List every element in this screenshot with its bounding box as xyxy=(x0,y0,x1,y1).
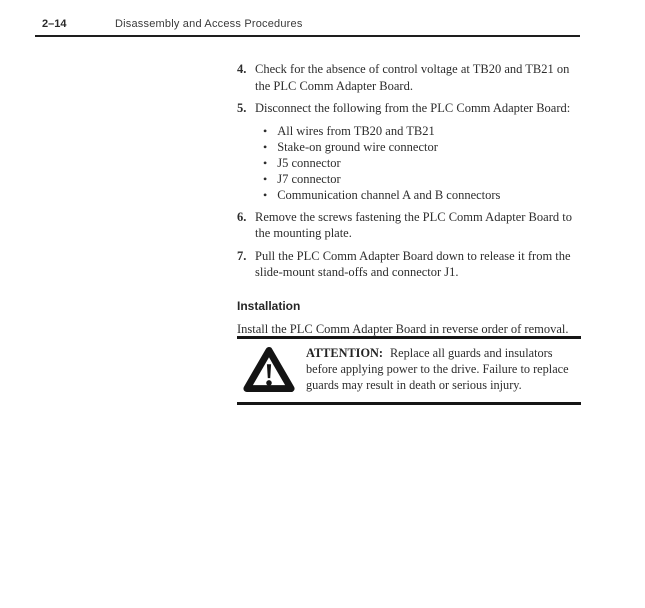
page-number: 2–14 xyxy=(42,18,67,30)
chapter-title: Disassembly and Access Procedures xyxy=(115,18,303,30)
step-item-6 xyxy=(237,209,583,242)
step-text: Check for the absence of control voltage at TB20 and TB21 on the PLC Comm Adapter Board. xyxy=(255,62,570,93)
attention-label: ATTENTION: xyxy=(306,346,383,360)
installation-body: Install the PLC Comm Adapter Board in reverse order of removal. xyxy=(237,322,569,337)
attention-text xyxy=(306,346,579,393)
attention-box xyxy=(237,336,581,405)
installation-heading: Installation xyxy=(237,298,301,313)
attention-message: Replace all guards and insulators before applying power to the drive. Failure to replace guards may result in death or serious injury. xyxy=(306,346,569,392)
bullet-item: • J5 connector xyxy=(237,155,583,171)
step-item-4 xyxy=(237,61,583,94)
step-number: 5. xyxy=(237,101,247,115)
step-number: 7. xyxy=(237,248,247,263)
step-text: Remove the screws fastening the PLC Comm Adapter Board to the mounting plate. xyxy=(255,209,572,241)
procedure-content xyxy=(237,61,583,338)
step-item-5 xyxy=(237,100,583,117)
step-text: Disconnect the following from the PLC Comm Adapter Board: xyxy=(255,101,571,115)
bullet-item: • All wires from TB20 and TB21 xyxy=(237,123,583,139)
step-item-7 xyxy=(237,248,583,281)
step-number: 6. xyxy=(237,209,247,224)
bullet-item: • Stake-on ground wire connector xyxy=(237,139,583,155)
step-number: 4. xyxy=(237,62,247,76)
step-text: Pull the PLC Comm Adapter Board down to release it from the slide-mount stand-offs and connector J1. xyxy=(255,248,571,280)
bullet-item: • J7 connector xyxy=(237,171,583,187)
bullet-item: • Communication channel A and B connectors xyxy=(237,187,583,203)
warning-triangle-icon xyxy=(243,346,295,393)
disconnect-bullet-list xyxy=(237,123,583,204)
page-header xyxy=(35,18,580,37)
